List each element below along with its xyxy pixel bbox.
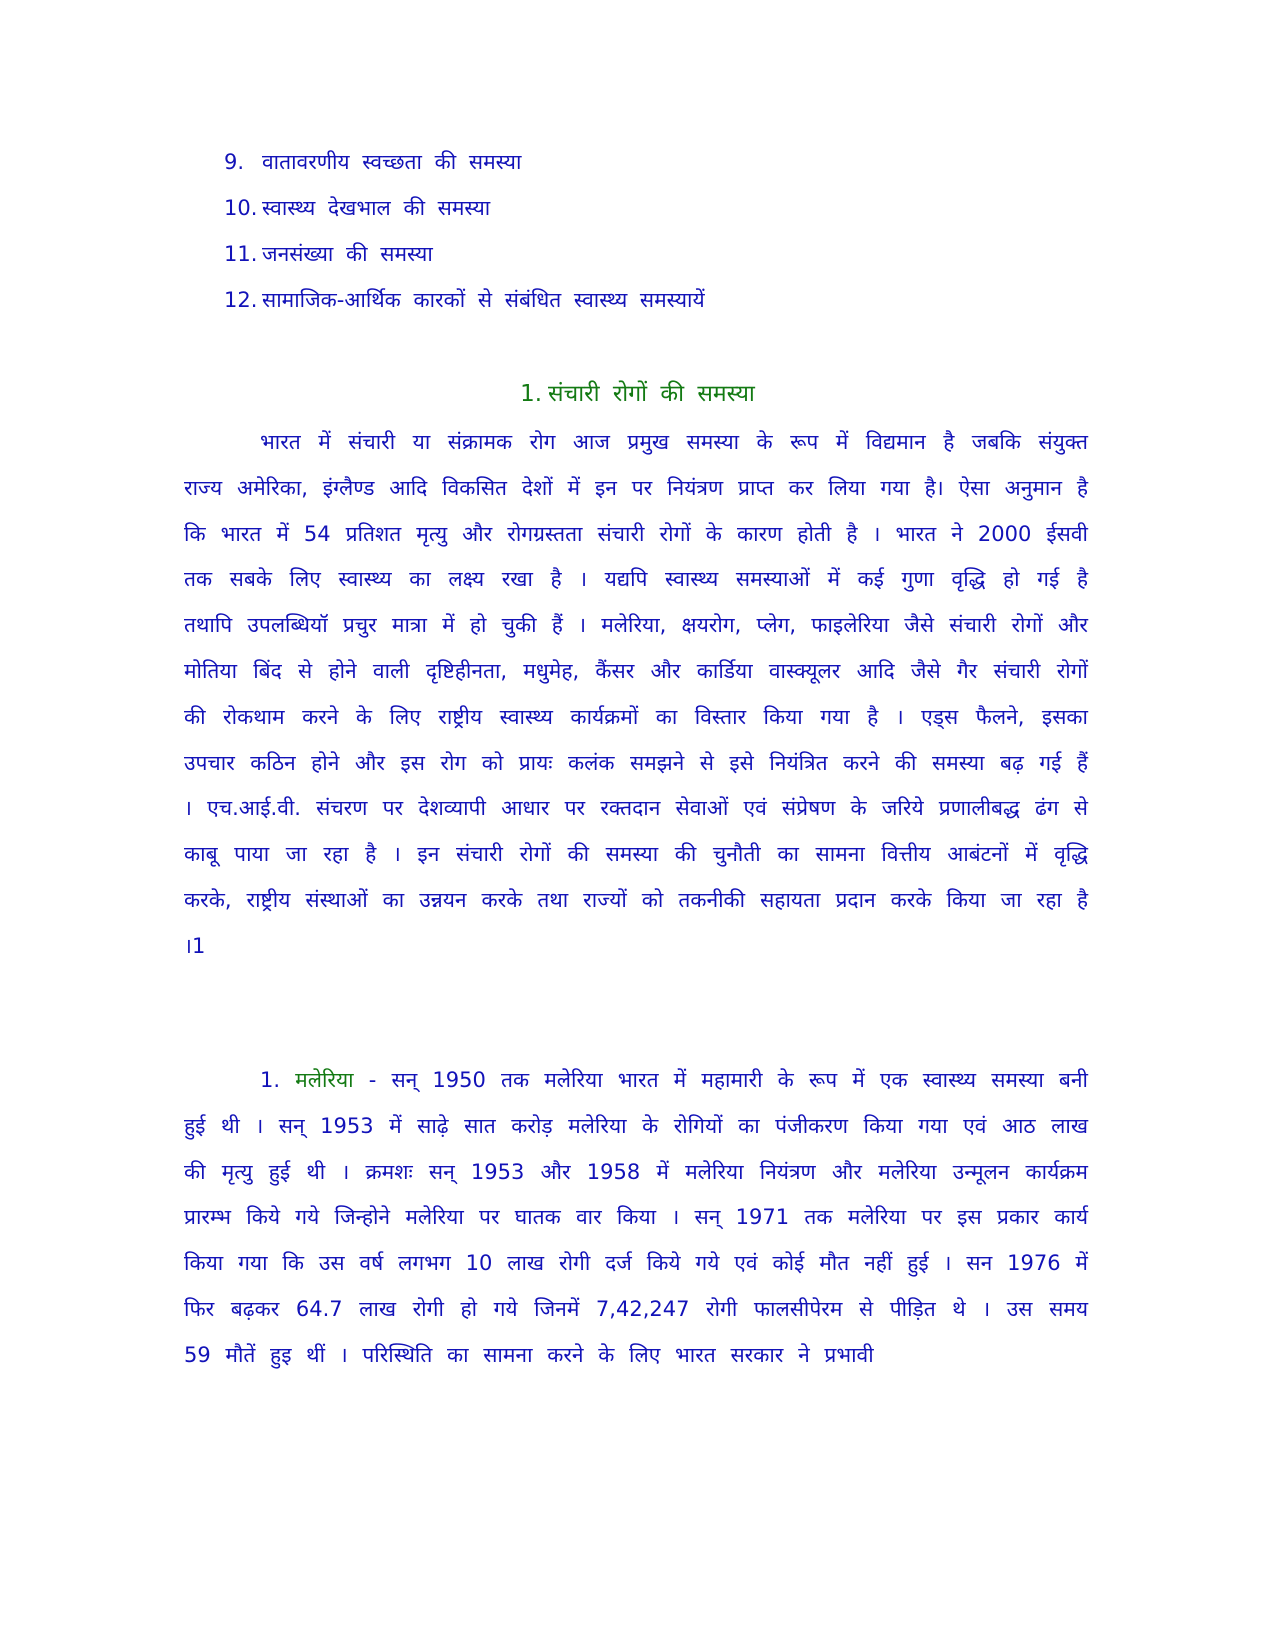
intro-paragraph: भारत में संचारी या संक्रामक रोग आज प्रमुख समस्या के रूप में विद्यमान है जबकि संयुक्त राज्य अमेरिका, इंग्लैण्ड आदि विकसित देशों में इन पर नियंत्रण प्राप्त कर लिया गया है। ऐसा अनुमान है कि भारत में 54 प्रतिशत मृत्यु और रोगग्रस्तता संचारी रोगों के कारण होती है । भारत ने 2000 ईसवी तक सबके लिए स्वास्थ्य का लक्ष्य रखा है । यद्यपि स्वास्थ्य समस्याओं में कई गुणा वृद्धि हो गई है तथापि उपलब्धियॉ प्रचुर मात्रा में हो चुकी हैं । मलेरिया, क्षयरोग, प्लेग, फाइलेरिया जैसे संचारी रोगों और मोतिया बिंद से होने वाली दृष्टिहीनता, मधुमेह, कैंसर और कार्डिया वास्क्यूलर आदि जैसे गैर संचारी रोगों की रोकथाम करने के लिए राष्ट्रीय स्वास्थ्य कार्यक्रमों का विस्तार किया गया है । एड्स फैलने, इसका उपचार कठिन होने और इस रोग को प्रायः कलंक समझने से इसे नियंत्रित करने की समस्या बढ़ गई हैं । एच.आई.वी. संचरण पर देशव्यापी आधार पर रक्तदान सेवाओं एवं संप्रेषण के जरिये प्रणालीबद्ध ढंग से काबू पाया जा रहा है । इन संचारी रोगों की समस्या की चुनौती का सामना वित्तीय आबंटनों में वृद्धि करके, राष्ट्रीय संस्थाओं का उन्नयन करके तथा राज्यों को तकनीकी सहायता प्रदान करके किया जा रहा है ।1: [184, 430, 1088, 958]
list-item-number: 12.: [224, 288, 258, 312]
list-item-number: 11.: [224, 242, 258, 266]
list-item-text: जनसंख्या की समस्या: [262, 242, 433, 266]
list-item: [224, 282, 705, 328]
list-item-text: स्वास्थ्य देखभाल की समस्या: [262, 196, 491, 220]
section-title: संचारी रोगों की समस्या: [548, 381, 755, 407]
list-item: [224, 236, 705, 282]
malaria-text: - सन् 1950 तक मलेरिया भारत में महामारी के रूप में एक स्वास्थ्य समस्या बनी हुई थी । सन् 1953 में साढ़े सात करोड़ मलेरिया के रोगियों का पंजीकरण किया गया एवं आठ लाख की मृत्यु हुई थी । क्रमशः सन् 1953 और 1958 में मलेरिया नियंत्रण और मलेरिया उन्मूलन कार्यक्रम प्रारम्भ किये गये जिन्होने मलेरिया पर घातक वार किया । सन् 1971 तक मलेरिया पर इस प्रकार कार्य किया गया कि उस वर्ष लगभग 10 लाख रोगी दर्ज किये गये एवं कोई मौत नहीं हुई । सन 1976 में फिर बढ़कर 64.7 लाख रोगी हो गये जिनमें 7,42,247 रोगी फालसीपेरम से पीड़ित थे । उस समय 59 मौतें हुइ थीं । परिस्थिति का सामना करने के लिए भारत सरकार ने प्रभावी: [184, 1068, 1088, 1367]
malaria-number: 1.: [260, 1068, 281, 1092]
list-item: [224, 190, 705, 236]
problem-list: [224, 144, 705, 328]
list-item-text: वातावरणीय स्वच्छता की समस्या: [262, 150, 522, 174]
section-number: 1.: [520, 381, 543, 407]
list-item-number: 9.: [224, 150, 245, 174]
list-item-text: सामाजिक-आर्थिक कारकों से संबंधित स्वास्थ्य समस्यायें: [262, 288, 705, 312]
list-item-number: 10.: [224, 196, 258, 220]
list-item: [224, 144, 705, 190]
malaria-paragraph: [184, 1058, 1088, 1379]
malaria-label: मलेरिया: [295, 1068, 354, 1092]
section-heading: [0, 374, 1275, 414]
